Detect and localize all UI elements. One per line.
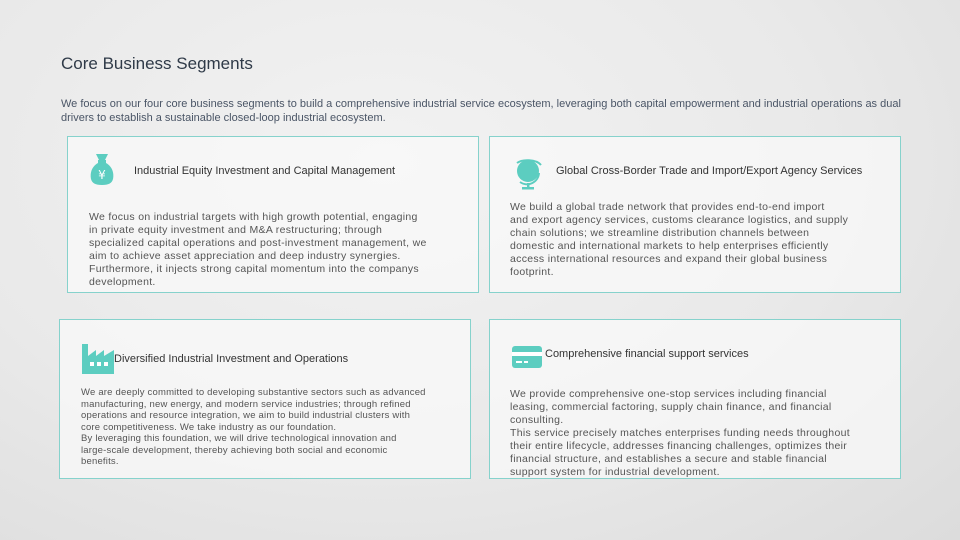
card-title: Diversified Industrial Investment and Operations [114, 353, 349, 365]
page-title: Core Business Segments [61, 54, 253, 73]
credit-card-icon [512, 344, 542, 370]
card-description: We are deeply committed to developing substantive sectors such as advanced manufacturing, new energy, and modern service industries; through refined operations and resource integration, we aim to build industrial clusters with core competitiveness. We take industry as our foundation. By leveraging this foundation, we will drive technological innovation and large-scale development, thereby achieving both social and economic benefits. [81, 387, 426, 467]
card-description: We build a global trade network that provides end-to-end import and export agency services, customs clearance logistics, and supply chain solutions; we streamline distribution channels between domestic and international markets to help enterprises efficiently access international resources and expand their global business footprint. [510, 201, 849, 278]
card-title: Industrial Equity Investment and Capital Management [134, 165, 396, 177]
intro-paragraph: We focus on our four core business segments to build a comprehensive industrial service ecosystem, leveraging both capital empowerment and industrial operations as dual drivers to establish a sustainable closed-loop industrial ecosystem. [61, 98, 901, 124]
money-bag-icon [89, 152, 115, 186]
segment-card-financial-support [489, 319, 901, 479]
factory-icon [82, 342, 114, 374]
card-description: We focus on industrial targets with high growth potential, engaging in private equity investment and M&A restructuring; through specialized capital operations and post-investment management, we aim to achieve asset appreciation and deep industry synergies. Furthermore, it injects strong capital momentum into the companys development. [89, 211, 427, 288]
card-title: Global Cross-Border Trade and Import/Export Agency Services [556, 165, 863, 177]
globe-icon [514, 157, 544, 191]
segment-card-industrial-operations [59, 319, 471, 479]
card-title: Comprehensive financial support services [545, 348, 749, 360]
svg-text:¥: ¥ [98, 168, 106, 182]
segment-card-equity-investment [67, 136, 479, 293]
card-description: We provide comprehensive one-stop services including financial leasing, commercial factoring, supply chain finance, and financial consulting. This service precisely matches enterprises funding needs throughout their entire lifecycle, addresses financing challenges, optimizes their financial structure, and establishes a secure and stable financial support system for industrial development. [510, 388, 850, 478]
segment-card-cross-border-trade [489, 136, 901, 293]
